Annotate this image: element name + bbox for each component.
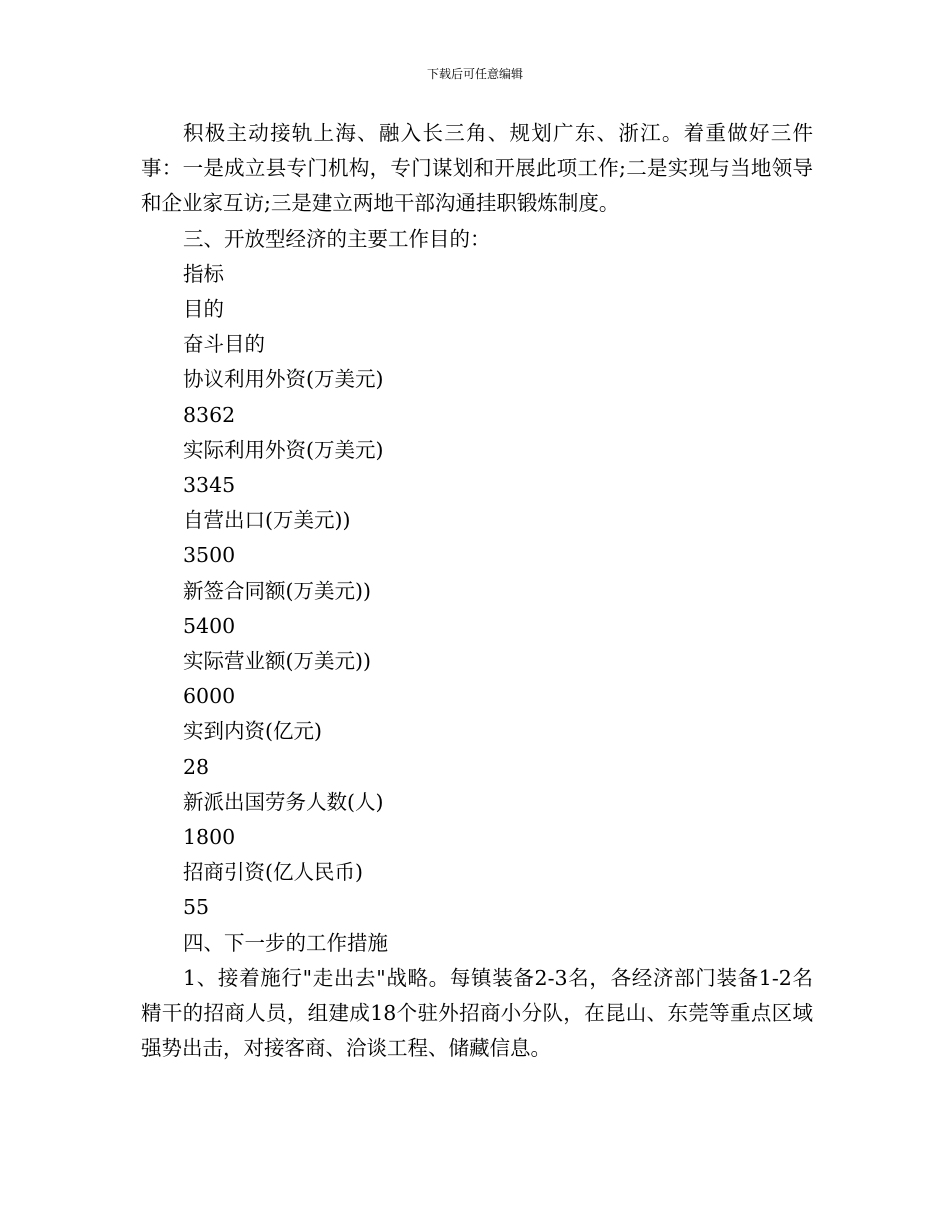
indicator-label: 自营出口(万美元)): [183, 508, 351, 533]
indicator-label: 新签合同额(万美元)): [183, 578, 371, 603]
indicator-value: 28: [183, 754, 210, 779]
indicator-value: 6000: [183, 684, 236, 709]
indicator-label: 协议利用外资(万美元): [183, 367, 384, 392]
indicator-value: 8362: [183, 402, 236, 427]
indicator-value: 3345: [183, 473, 236, 498]
indicator-label: 招商引资(亿人民币): [183, 860, 363, 885]
indicator-value: 1800: [183, 825, 236, 850]
document-body: [141, 116, 813, 1066]
section-four-heading: 四、下一步的工作措施: [183, 930, 388, 955]
indicator-value: 5400: [183, 613, 236, 638]
indicator-value: 3500: [183, 543, 236, 568]
table-header-target: 目的: [183, 297, 224, 322]
indicator-label: 实到内资(亿元): [183, 719, 322, 744]
indicator-value: 55: [183, 895, 210, 920]
indicator-label: 实际营业额(万美元)): [183, 649, 371, 674]
intro-paragraph: 积极主动接轨上海、融入长三角、规划广东、浙江。着重做好三件事：一是成立县专门机构，专门谋划和开展此项工作;二是实现与当地领导和企业家互访;三是建立两地干部沟通挂职锻炼制度。: [141, 121, 813, 216]
indicator-label: 实际利用外资(万美元): [183, 437, 384, 462]
measure-paragraph: 1、接着施行"走出去"战略。每镇装备2-3名，各经济部门装备1-2名精干的招商人员，组建成18个驻外招商小分队，在昆山、东莞等重点区域强势出击，对接客商、洽谈工程、储藏信息。: [141, 965, 813, 1061]
page-header-note: 下载后可任意编辑: [426, 67, 523, 81]
table-header-goal: 奋斗目的: [183, 332, 265, 357]
table-header-indicator: 指标: [183, 261, 224, 286]
indicator-label: 新派出国劳务人数(人): [183, 789, 384, 814]
section-three-heading: 三、开放型经济的主要工作目的：: [183, 226, 491, 251]
